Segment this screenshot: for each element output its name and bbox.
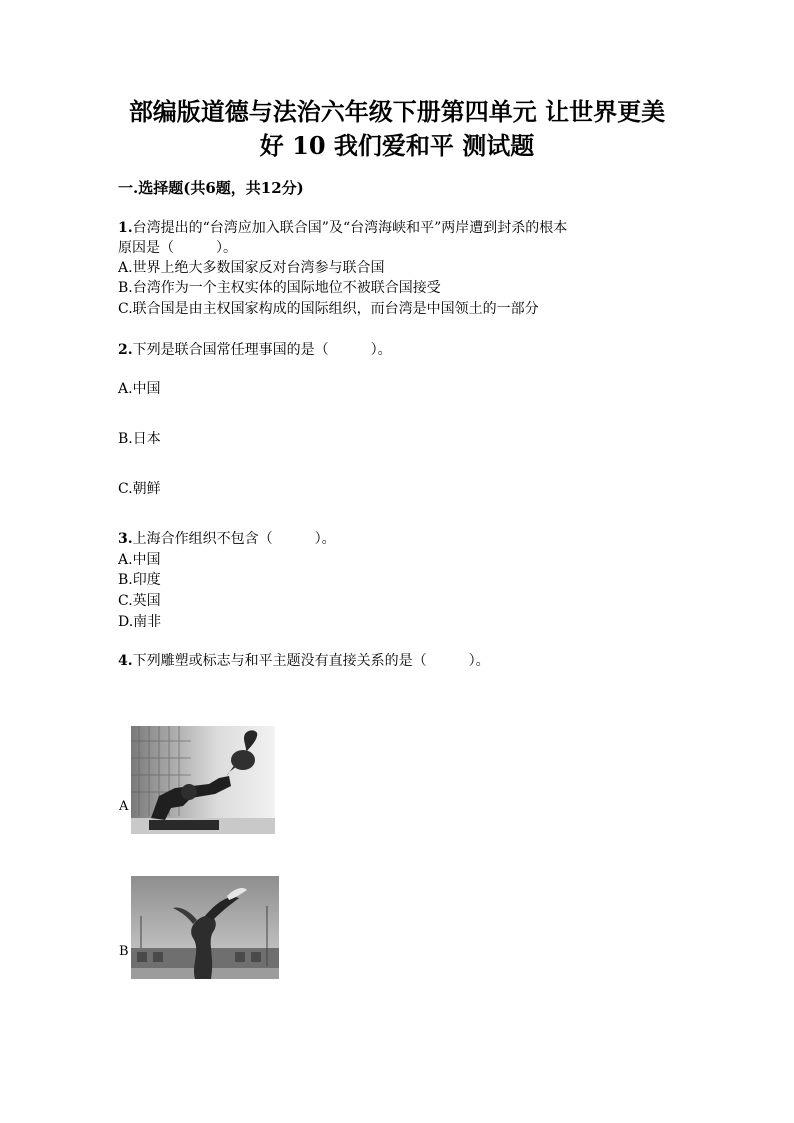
question-number: 3. [118, 531, 133, 547]
question-text: 下列是联合国常任理事国的是（ ）。 [132, 342, 392, 358]
question-2 [118, 340, 392, 360]
section-heading: 一.选择题(共6题，共12分) [118, 179, 304, 197]
question-2-option-a[interactable]: A.中国 [118, 381, 161, 397]
question-text: 上海合作组织不包含（ ）。 [132, 531, 336, 547]
page-title-line-2: 好 10 我们爱和平 测试题 [259, 131, 535, 160]
question-2-option-c[interactable]: C.朝鲜 [118, 481, 161, 497]
question-3-option-d[interactable]: D.南非 [118, 614, 162, 630]
knotted-gun-sculpture-photo[interactable] [131, 726, 275, 834]
question-number: 2. [118, 342, 133, 358]
question-text: 下列雕塑或标志与和平主题没有直接关系的是（ ）。 [132, 653, 490, 669]
question-number: 1. [118, 220, 133, 236]
question-1-option-b[interactable]: B.台湾作为一个主权实体的国际地位不被联合国接受 [118, 280, 441, 296]
question-4-option-a-label[interactable]: A [119, 799, 129, 814]
question-1-option-a[interactable]: A.世界上绝大多数国家反对台湾参与联合国 [118, 260, 385, 276]
page-title-line-1: 部编版道德与法治六年级下册第四单元 让世界更美 [128, 97, 666, 126]
question-1-option-c[interactable]: C.联合国是由主权国家构成的国际组织，而台湾是中国领土的一部分 [118, 301, 539, 317]
question-2-option-b[interactable]: B.日本 [118, 431, 161, 447]
question-4-option-b-label[interactable]: B [119, 944, 129, 959]
question-3 [118, 529, 336, 549]
question-4 [118, 651, 490, 671]
sculpture-with-dove-photo[interactable] [131, 876, 279, 979]
question-1 [118, 218, 567, 238]
question-1-line-2: 原因是（ ）。 [118, 240, 237, 256]
question-3-option-a[interactable]: A.中国 [118, 552, 161, 568]
question-text: 台湾提出的“台湾应加入联合国”及“台湾海峡和平”两岸遭到封杀的根本 [132, 220, 568, 236]
question-3-option-b[interactable]: B.印度 [118, 572, 161, 588]
question-number: 4. [118, 653, 133, 669]
question-3-option-c[interactable]: C.英国 [118, 593, 161, 609]
